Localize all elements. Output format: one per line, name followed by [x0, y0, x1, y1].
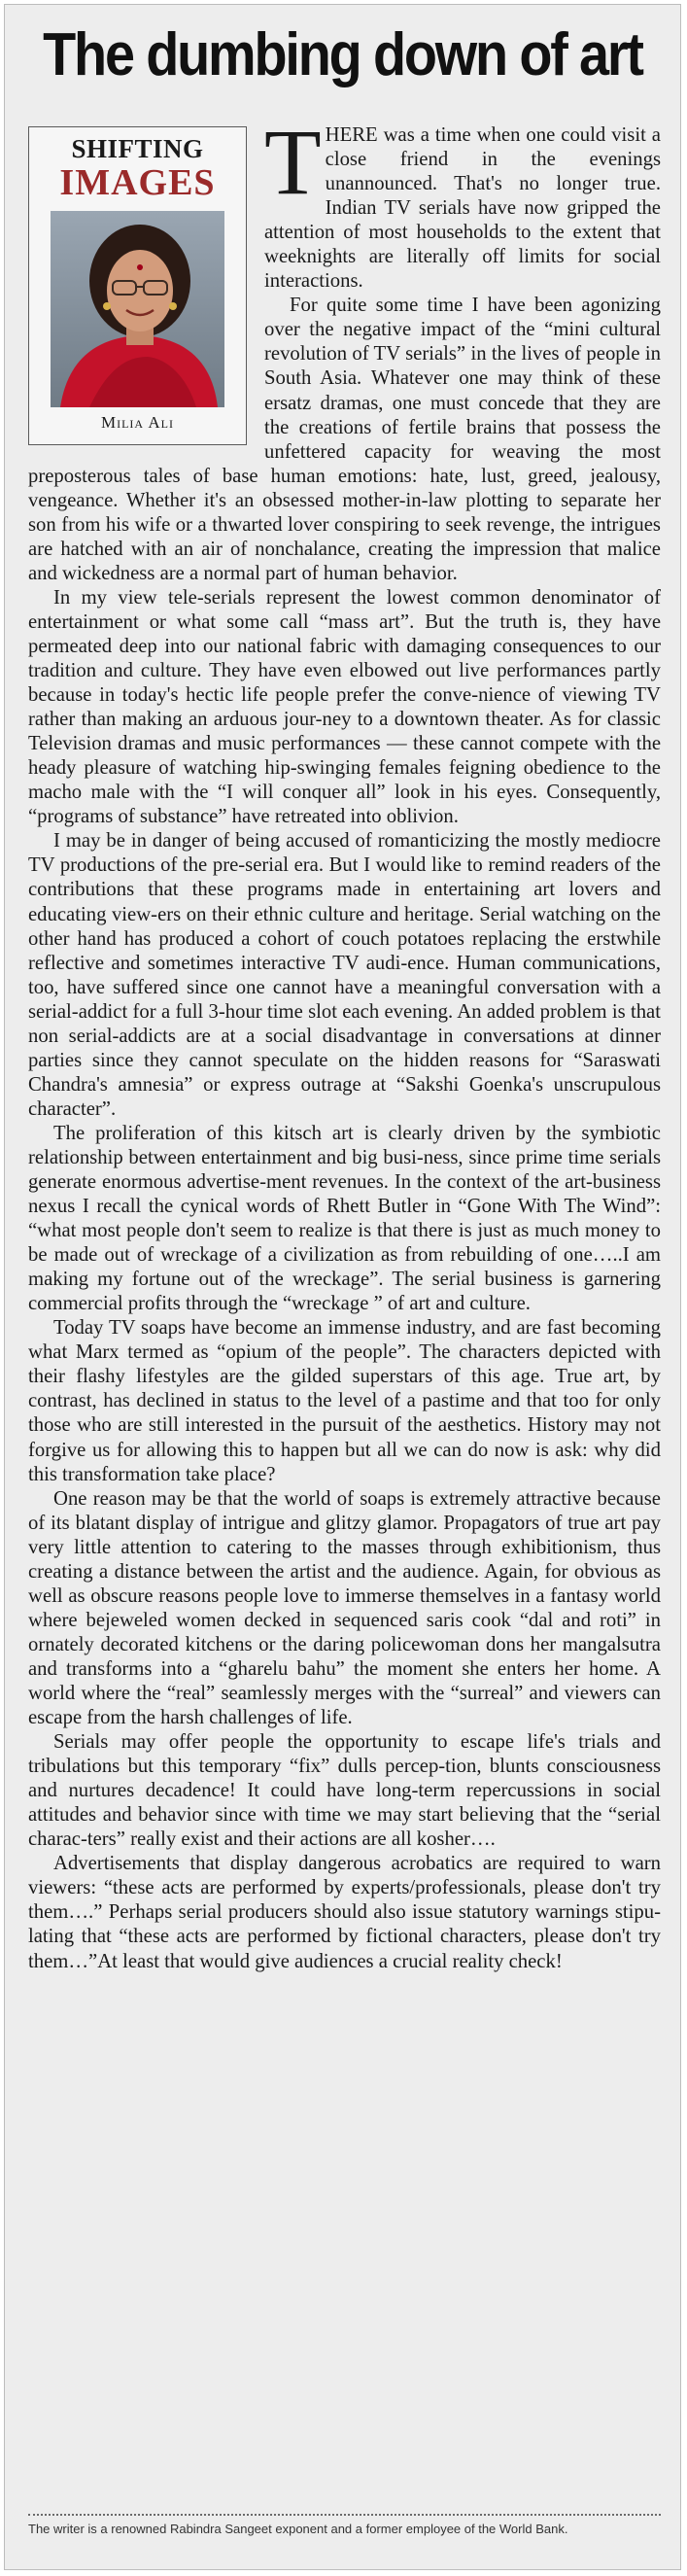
article-paragraph: Today TV soaps have become an immense industry, and are fast becoming what Marx termed as “opium of the people”. The characters depicted with their flashy lifestyles are the gilded superstars of this age. True art, by contrast, has declined in status to the level of a pastime and that too for only those who are still interested in the pursuit of the aesthetics. History may not forgive us for allowing this to happen but all we can do now is ask: why did this transformation take place?	[28, 1317, 661, 1485]
author-portrait-image	[51, 211, 224, 407]
headline: The dumbing down of art	[43, 21, 642, 88]
article-paragraph: HERE was a time when one could visit a close friend in the evenings unannounced. That's no longer true. Indian TV serials have now gripped the attention of most households to the extent that weeknights are literally off limits for social interactions.	[264, 124, 661, 293]
article-paragraph: For quite some time I have been agonizing over the negative impact of the “mini cultural revolution of TV serials” in the lives of people in South Asia. Whatever one may think of these ersatz dramas, one must concede that they are the creations of fertile brains that possess the unfettered capacity for weaving the most preposterous tales of base human emotions: hate, lust, greed, jealousy, vengeance. Whether it's an obsessed mother-in-law plotting to separate her son from his wife or a thwarted lover conspiring to seek revenge, the intrigues are hatched with an air of nonchalance, creating the impression that malice and wickedness are a normal part of human behavior.	[28, 295, 661, 584]
column-header-box	[28, 126, 247, 445]
drop-cap: T	[264, 110, 322, 214]
article-paragraph: The proliferation of this kitsch art is clearly driven by the symbiotic relationship between entertainment and big busi-ness, since prime time serials generate enormous advertise-ment revenues. In the context of the art-business nexus I recall the cynical words of Rhett Butler in “Gone With The Wind”: “what most people don't seem to realize is that there is just as much money to be made out of wreckage of a civilization as from rebuilding of one…..I am making my fortune out of the wreckage”. The serial business is garnering commercial profits through the “wreckage ” of art and culture.	[28, 1122, 661, 1315]
newspaper-clipping	[4, 4, 681, 2570]
article-paragraph: One reason may be that the world of soaps is extremely attractive because of its blatant display of intrigue and glitzy glamor. Propagators of true art pay very little attention to catering to the masses through exhibitionism, thus creating a distance between the artist and the audience. Again, for obvious as well as obscure reasons people love to immerse themselves in a fantasy world where bejeweled women decked in sequenced saris cook “dal and roti” in ornately decorated kitchens or the daring policewoman dons her mangalsutra and transforms into a “gharelu bahu” the moment she enters her home. A world where the “real” seamlessly merges with the “surreal” and viewers can escape from the harsh challenges of life.	[28, 1487, 661, 1729]
author-bio-note: The writer is a renowned Rabindra Sangeet exponent and a former employee of the World Bank.	[28, 2522, 568, 2536]
article-paragraph: In my view tele-serials represent the lowest common denominator of entertainment or what some call “mass art”. But the truth is, they have permeated deep into our national fabric with damaging consequences to our tradition and culture. They have even elbowed out live performances partly because in today's hectic life people prefer the conve-nience of viewing TV rather than making an arduous jour-ney to a downtown theater. As for classic Television dramas and music performances — these cannot compete with the heady pleasure of watching hip-swinging females feigning obedience to the macho male with the “I will conquer all” look in his eyes. Consequently, “programs of substance” have retreated into oblivion.	[28, 586, 661, 828]
column-title-shifting: SHIFTING	[71, 134, 204, 163]
article-paragraph: Advertisements that display dangerous acrobatics are required to warn viewers: “these acts are performed by experts/professionals, please don't try them….” Perhaps serial producers should also issue statutory warnings stipu-lating that “these acts are performed by fictional characters, please don't try them…”At least that would give audiences a crucial reality check!	[28, 1853, 661, 1972]
article-paragraph: Serials may offer people the opportunity to escape life's trials and tribulations but this temporary “fix” dulls percep-tion, blunts consciousness and nurtures decadence! It could have long-term repercussions in social attitudes and behavior since with time we may start believing that the “serial charac-ters” really exist and their actions are all kosher….	[28, 1731, 661, 1851]
article-body	[28, 110, 661, 1974]
article-paragraph: I may be in danger of being accused of romanticizing the mostly mediocre TV productions of the pre-serial era. But I would like to remind readers of the contributions that these programs made in entertaining art lovers and educating view-ers on their ethnic culture and heritage. Serial watching on the other hand has produced a cohort of couch potatoes replacing the erstwhile reflective and sometimes interactive TV audi-ence. Human communications, too, have suffered since one cannot have a meaningful conversation with a serial-addict for a full 3-hour time slot each evening. An added problem is that non serial-addicts are at a social disadvantage in conversations at dinner parties since they cannot speculate on the hidden reasons for “Saraswati Chandra's amnesia” or express outrage at “Sakshi Goenka's unscrupulous character”.	[28, 830, 661, 1120]
author-portrait	[51, 211, 224, 407]
footer-divider	[28, 2514, 661, 2516]
column-author-name: Milia Ali	[100, 413, 175, 432]
column-title-images: IMAGES	[59, 162, 216, 203]
